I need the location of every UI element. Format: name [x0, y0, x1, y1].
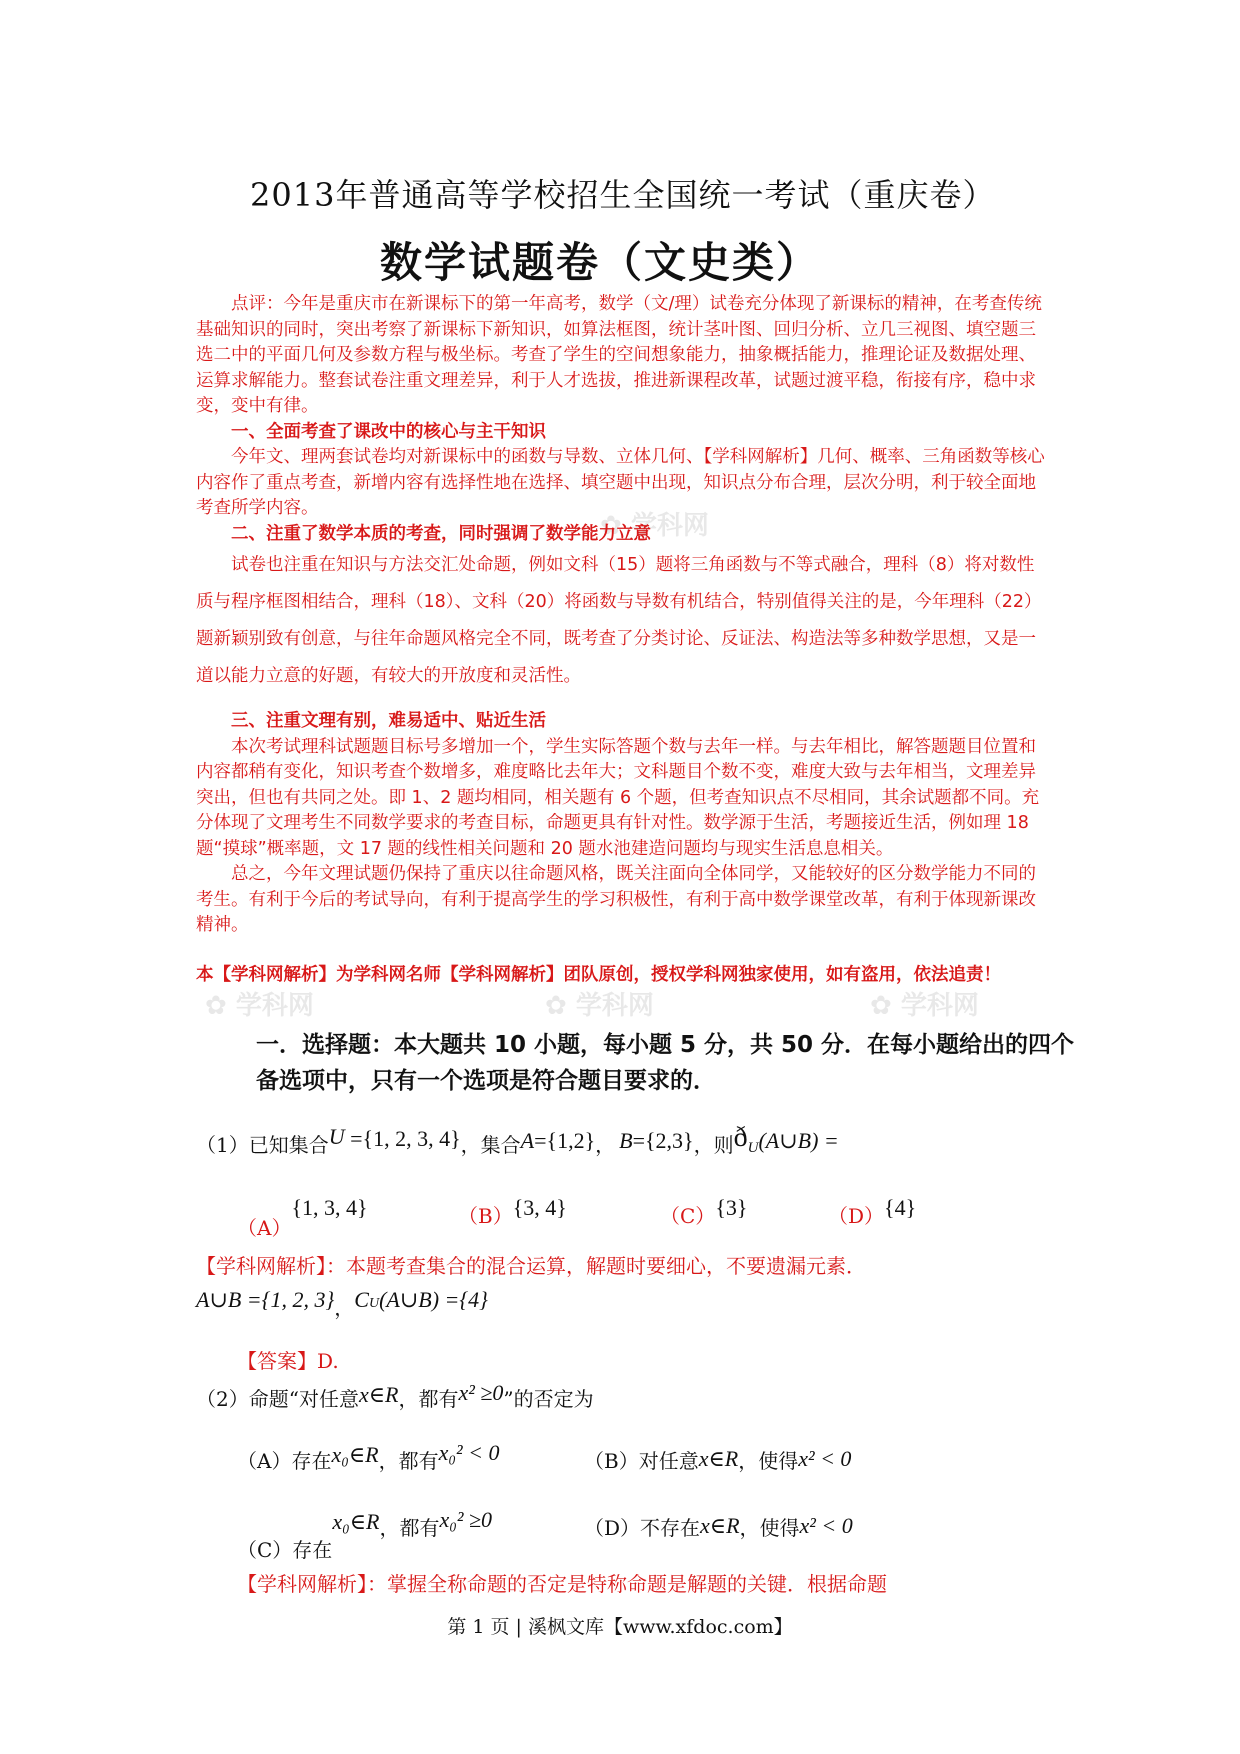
solution-steps [196, 1284, 488, 1320]
math-subscript: U [368, 1296, 380, 1311]
complement-symbol: ð [733, 1122, 748, 1153]
option-label: （A） [237, 1216, 292, 1240]
question-1 [196, 1122, 839, 1160]
option-label: （C） [660, 1204, 716, 1228]
math-expression: x² < 0 [798, 1446, 852, 1471]
analysis-tag: 【学科网解析】： [196, 1254, 346, 1278]
math-expression: A∪B ={1, 2, 3} [196, 1287, 335, 1312]
watermark-logo: ✿ 学科网 [205, 991, 314, 1021]
question-text: ，则 [693, 1133, 734, 1157]
review-paragraph: 试卷也注重在知识与方法交汇处命题，例如文科（15）题将三角函数与不等式融合，理科（8）将对数性质与程序框图相结合，理科（18）、文科（20）将函数与导数有机结合，特别值得关注的是，今年理科（22）题新颖别致有创意，与往年命题风格完全不同，既考查了分类讨论、反证法、构造法等多种数学思想，又是一道以能力立意的好题，有较大的开放度和灵活性。 [196, 555, 1042, 686]
copyright-notice: 本【学科网解析】为学科网名师【学科网解析】团队原创，授权学科网独家使用，如有盗用，依法追责！ [196, 965, 1001, 985]
option-value: {1, 3, 4} [291, 1195, 368, 1220]
section-heading: 一．选择题：本大题共 10 小题，每小题 5 分，共 50 分．在每小题给出的四个备选项中，只有一个选项是符合题目要求的． [256, 1032, 1075, 1094]
option-text: ，都有 [379, 1516, 440, 1540]
option-text: ，使得 [738, 1449, 799, 1473]
math-expression: (A∪B) = [758, 1128, 839, 1153]
review-paragraph: 今年文、理两套试卷均对新课标中的函数与导数、立体几何、【学科网解析】几何、概率、三角函数等核心内容作了重点考查，新增内容有选择性地在选择、填空题中出现，知识点分布合理，层次分明，利于较全面地考查所学内容。 [196, 447, 1045, 518]
math-set: ={2,3} [632, 1128, 694, 1153]
math-expression: (A∪B) ={4} [379, 1287, 488, 1312]
watermark-logo: ✿ 学科网 [870, 991, 979, 1021]
math-set: ={1, 2, 3, 4} [344, 1126, 461, 1151]
question-text: ， [595, 1133, 616, 1157]
math-var: U [328, 1124, 345, 1149]
math-expression: x∈R [358, 1382, 399, 1407]
math-expression: x² ≥0 [458, 1380, 504, 1405]
review-heading: 三、注重文理有别，难易适中、贴近生活 [231, 711, 546, 731]
math-expression: x∈R [698, 1446, 739, 1471]
math-expression: x₀² ≥0 [439, 1507, 493, 1532]
review-paragraph: 总之，今年文理试题仍保持了重庆以往命题风格，既关注面向全体同学，又能较好的区分数学能力不同的考生。有利于今后的考试导向，有利于提高学生的学习积极性，有利于高中数学课堂改革，有利于体现新课改精神。 [196, 864, 1036, 935]
option-c [660, 1195, 748, 1229]
question-text: ，集合 [460, 1133, 521, 1157]
q2-option-d [584, 1512, 853, 1541]
question-number: （1）已知集合 [196, 1133, 329, 1157]
option-label: （A）存在 [237, 1449, 332, 1473]
q2-option-a [237, 1440, 500, 1474]
math-set: ={1,2} [534, 1128, 596, 1153]
option-d [828, 1195, 917, 1229]
analysis-text: 掌握全称命题的否定是特称命题是解题的关键．根据命题 [387, 1572, 887, 1596]
review-heading: 一、全面考查了课改中的核心与主干知识 [231, 421, 546, 442]
option-value: {3, 4} [512, 1195, 567, 1220]
math-expression: x₀∈R [331, 1442, 379, 1467]
analysis-text: 本题考查集合的混合运算，解题时要细心，不要遗漏元素． [346, 1254, 866, 1278]
option-label: （B） [458, 1204, 513, 1228]
question-text: ”的否定为 [503, 1387, 594, 1411]
q2-analysis-line [237, 1568, 887, 1597]
math-var: A [520, 1128, 535, 1153]
review-paragraph: 点评：今年是重庆市在新课标下的第一年高考，数学（文/理）试卷充分体现了新课标的精神，在考查传统基础知识的同时，突出考察了新课标下新知识，如算法框图，统计茎叶图、回归分析、立几三视图、填空题三选二中的平面几何及参数方程与极坐标。考查了学生的空间想象能力，抽象概括能力，推理论证及数据处理、运算求解能力。整套试卷注重文理差异，利于人才选拔，推进新课程改革，试题过渡平稳，衔接有序，稳中求变，变中有律。 [196, 294, 1042, 416]
analysis-line [196, 1250, 866, 1279]
option-value: {3} [715, 1195, 748, 1220]
option-label: （D）不存在 [584, 1516, 701, 1540]
option-label: （D） [828, 1204, 885, 1228]
watermark-logo: ✿ 学科网 [600, 511, 709, 541]
page-title: 2013年普通高等学校招生全国统一考试（重庆卷） [250, 176, 996, 214]
math-expression: x₀∈R [332, 1509, 380, 1534]
question-text: ，都有 [398, 1387, 459, 1411]
option-a [237, 1195, 368, 1240]
page-subtitle: 数学试题卷（文史类） [380, 238, 821, 287]
math-expression: x₀² < 0 [438, 1440, 500, 1465]
review-block [196, 292, 1046, 939]
option-label: （B）对任意 [584, 1449, 699, 1473]
option-text: ，使得 [739, 1516, 800, 1540]
math-expression: x² < 0 [799, 1513, 853, 1538]
q2-option-c [237, 1507, 493, 1562]
option-label: （C）存在 [237, 1538, 333, 1562]
q2-option-b [584, 1445, 851, 1474]
math-subscript: U [747, 1140, 759, 1156]
analysis-tag: 【学科网解析】： [237, 1572, 387, 1596]
option-b [458, 1195, 567, 1229]
review-heading: 二、注重了数学本质的考查，同时强调了数学能力立意 [231, 523, 651, 544]
page-footer: 第 1 页 | 溪枫文库【www.xfdoc.com】 [447, 1616, 793, 1638]
answer: 【答案】D. [237, 1349, 339, 1373]
question-2 [196, 1380, 594, 1412]
math-var: C [354, 1287, 369, 1312]
math-var: B [619, 1128, 633, 1153]
watermark-logo: ✿ 学科网 [545, 991, 654, 1021]
separator: ， [334, 1296, 355, 1320]
option-value: {4} [884, 1195, 917, 1220]
option-text: ，都有 [378, 1449, 439, 1473]
review-paragraph: 本次考试理科试题题目标号多增加一个，学生实际答题个数与去年一样。与去年相比，解答题题目位置和内容都稍有变化，知识考查个数增多，难度略比去年大；文科题目个数不变，难度大致与去年相当，文理差异突出，但也有共同之处。即 1、2 题均相同，相关题有 6 个题，但考查知识点不尽相同，其余试题都不同。充分体现了文理考生不同数学要求的考查目标，命题更具有针对性。数学源于生活，考题接近生活，例如理 18 题“摸球”概率题，文 17 题的线性相关问题和 20 题水池建造问题均与现实生活息息相关。 [196, 736, 1040, 859]
math-expression: x∈R [700, 1513, 740, 1538]
question-number: （2）命题“对任意 [196, 1387, 359, 1411]
